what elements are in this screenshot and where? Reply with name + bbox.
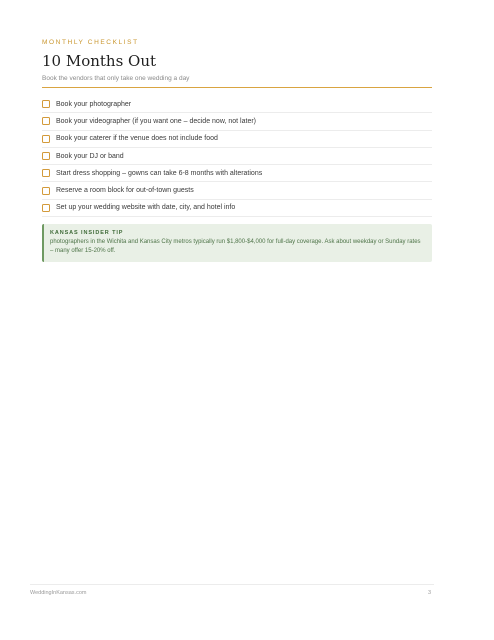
insider-tip-callout [42, 224, 432, 262]
checklist-item-label: Book your videographer (if you want one – decide now, not later) [56, 117, 257, 125]
checklist-item-label: Set up your wedding website with date, city, and hotel info [56, 204, 236, 212]
checklist-item [42, 200, 432, 217]
checklist-item [42, 131, 432, 148]
footer-site: WeddingInKansas.com [30, 590, 87, 596]
checklist [42, 96, 432, 217]
checklist-item-label: Reserve a room block for out-of-town guests [56, 187, 194, 195]
checklist-item [42, 96, 432, 113]
page-content [42, 38, 432, 262]
checkbox[interactable] [42, 169, 50, 177]
checklist-item [42, 148, 432, 165]
checkbox[interactable] [42, 187, 50, 195]
page-title: 10 Months Out [42, 52, 157, 70]
checklist-item-label: Book your DJ or band [56, 152, 124, 160]
checkbox[interactable] [42, 117, 50, 125]
page-number: 3 [428, 590, 432, 596]
checkbox[interactable] [42, 152, 50, 160]
checklist-item-label: Book your caterer if the venue does not include food [56, 135, 218, 143]
checklist-item-label: Start dress shopping – gowns can take 6-8 months with alterations [56, 169, 263, 177]
footer-divider [30, 584, 434, 585]
checklist-item [42, 113, 432, 130]
page-subtitle: Book the vendors that only take one wedding a day [42, 75, 190, 82]
tip-body: photographers in the Wichita and Kansas City metros typically run $1,800-$4,000 for full-day coverage. Ask about weekday or Sunday rates – many offer 15-20% off. [50, 239, 421, 255]
section-eyebrow: MONTHLY CHECKLIST [42, 39, 139, 46]
tip-heading: KANSAS INSIDER TIP [50, 230, 124, 237]
checkbox[interactable] [42, 100, 50, 108]
title-divider [42, 87, 432, 88]
checkbox[interactable] [42, 135, 50, 143]
checklist-item [42, 165, 432, 182]
checklist-item [42, 182, 432, 199]
checkbox[interactable] [42, 204, 50, 212]
checklist-item-label: Book your photographer [56, 100, 132, 108]
